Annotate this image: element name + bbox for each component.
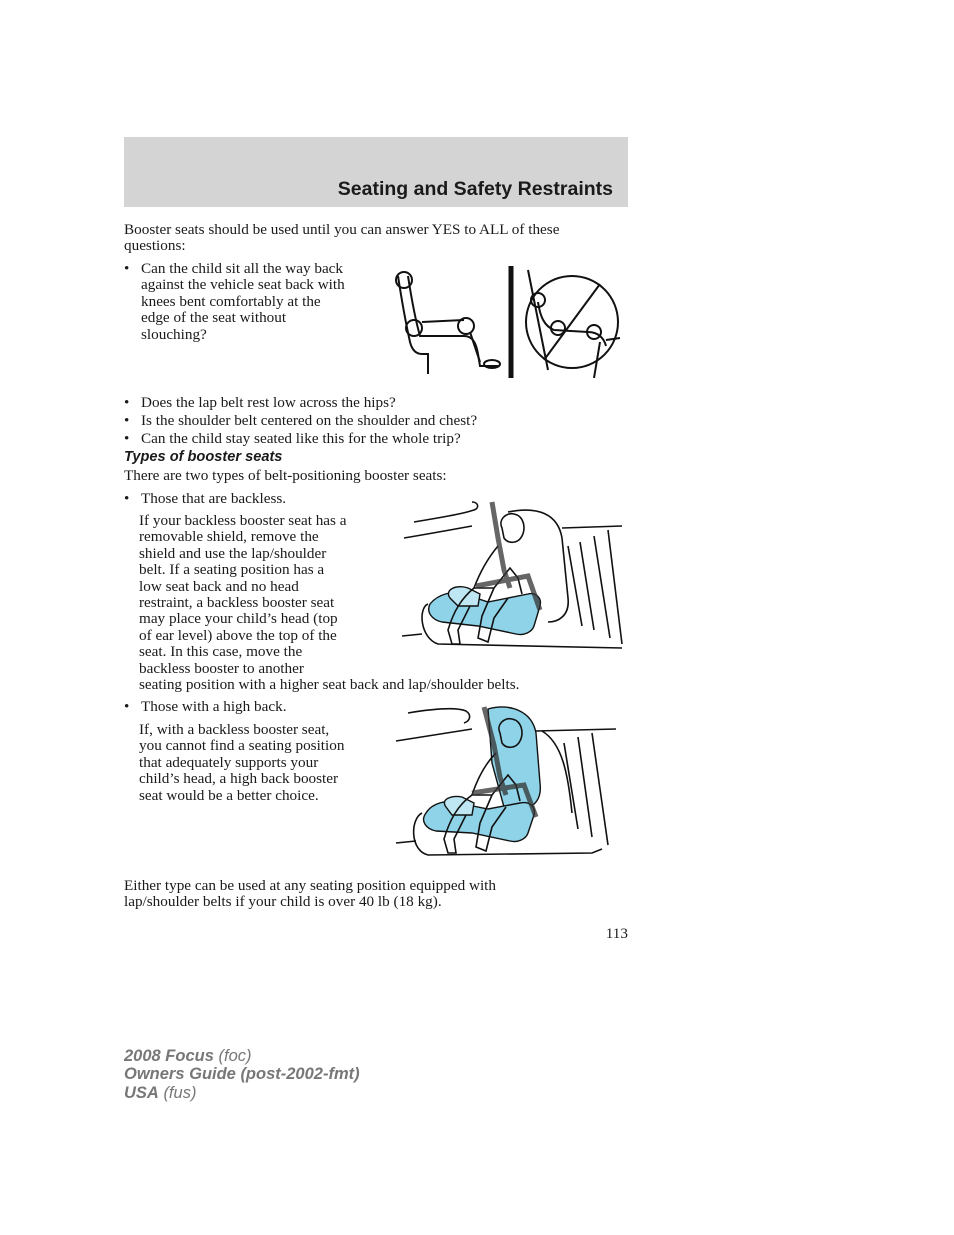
footer-guide: Owners Guide (post-2002-fmt) bbox=[124, 1065, 360, 1084]
text-line: restraint, a backless booster seat bbox=[139, 594, 335, 612]
backless-bullet bbox=[124, 491, 424, 508]
closing-paragraph bbox=[124, 878, 496, 911]
intro-line: Booster seats should be used until you can answer YES to ALL of these bbox=[124, 221, 560, 238]
bullet-dot: • bbox=[124, 260, 130, 277]
highback-bullet bbox=[124, 699, 424, 716]
seat-back-outline bbox=[542, 731, 572, 813]
text-line: seating position with a higher seat back and lap/shoulder belts. bbox=[139, 676, 520, 694]
text-line: seat would be a better choice. bbox=[139, 786, 319, 804]
question-line: Can the child sit all the way back bbox=[141, 260, 344, 277]
document-footer bbox=[124, 1047, 360, 1102]
section-header bbox=[124, 137, 628, 207]
footer-guide-line bbox=[124, 1065, 360, 1083]
car-door-line bbox=[414, 502, 478, 522]
question-line: against the vehicle seat back with bbox=[141, 276, 345, 294]
footer-model-code: (foc) bbox=[218, 1047, 252, 1065]
highback-booster-illustration bbox=[392, 703, 620, 863]
subheading-types: Types of booster seats bbox=[124, 449, 283, 465]
bullet-dot: • bbox=[124, 412, 130, 429]
question-1-text bbox=[141, 261, 345, 343]
intro-paragraph bbox=[124, 222, 559, 255]
backless-booster-illustration bbox=[398, 498, 626, 660]
car-door-line bbox=[408, 709, 470, 723]
seat-outline-correct bbox=[398, 276, 428, 374]
closing-line: lap/shoulder belts if your child is over 40 lb (18 kg). bbox=[124, 893, 442, 911]
text-line: belt. If a seating position has a bbox=[139, 561, 325, 579]
footer-country-line bbox=[124, 1084, 360, 1102]
text-line: child’s head, a high back booster bbox=[139, 770, 339, 788]
footer-country: USA bbox=[124, 1083, 159, 1102]
text-line: If, with a backless booster seat, bbox=[139, 721, 330, 738]
text-line: may place your child’s head (top bbox=[139, 610, 338, 628]
question-4-text: Can the child stay seated like this for the whole trip? bbox=[141, 430, 461, 447]
text-line: that adequately supports your bbox=[139, 753, 319, 771]
question-line: edge of the seat without bbox=[141, 309, 287, 327]
high-back-booster bbox=[424, 707, 541, 841]
question-2-text: Does the lap belt rest low across the hips? bbox=[141, 394, 396, 411]
text-line: of ear level) above the top of the bbox=[139, 626, 337, 644]
text-line: low seat back and no head bbox=[139, 577, 299, 595]
question-line: slouching? bbox=[141, 325, 207, 343]
highback-description bbox=[139, 722, 389, 804]
intro-line: questions: bbox=[124, 237, 186, 255]
bullet-dot: • bbox=[124, 698, 130, 715]
footer-country-code: (fus) bbox=[163, 1083, 197, 1102]
question-line: knees bent comfortably at the bbox=[141, 292, 321, 310]
question-3 bbox=[124, 413, 624, 430]
text-line: you cannot find a seating position bbox=[139, 737, 345, 755]
bullet-dot: • bbox=[124, 394, 130, 411]
question-1 bbox=[124, 261, 384, 351]
page-number: 113 bbox=[605, 925, 628, 942]
footer-model-line bbox=[124, 1047, 360, 1065]
bullet-dot: • bbox=[124, 490, 130, 507]
section-title: Seating and Safety Restraints bbox=[337, 178, 613, 200]
bullet-dot: • bbox=[124, 430, 130, 447]
question-4 bbox=[124, 431, 624, 448]
backless-label: Those that are backless. bbox=[141, 490, 287, 507]
no-symbol-slash bbox=[544, 284, 600, 360]
highback-label: Those with a high back. bbox=[141, 698, 287, 715]
seat-posture-illustration bbox=[388, 262, 628, 380]
question-2 bbox=[124, 395, 624, 412]
closing-line: Either type can be used at any seating position equipped with bbox=[124, 877, 496, 894]
footer-model: 2008 Focus bbox=[124, 1047, 214, 1065]
text-line: If your backless booster seat has a bbox=[139, 512, 347, 529]
question-3-text: Is the shoulder belt centered on the shoulder and chest? bbox=[141, 412, 478, 429]
types-intro: There are two types of belt-positioning booster seats: bbox=[124, 467, 447, 484]
text-line: backless booster to another bbox=[139, 659, 304, 677]
text-line: seat. In this case, move the bbox=[139, 643, 303, 661]
child-figure bbox=[501, 514, 524, 543]
text-line: shield and use the lap/shoulder bbox=[139, 544, 327, 562]
text-line: removable shield, remove the bbox=[139, 528, 319, 546]
